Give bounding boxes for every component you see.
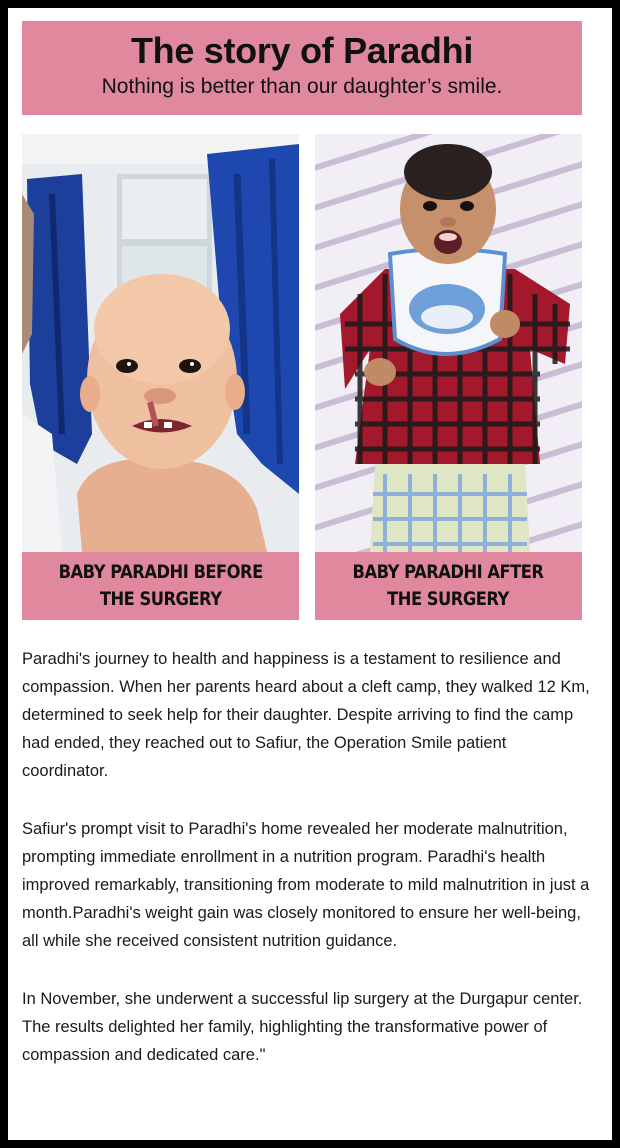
page-title: The story of Paradhi — [130, 30, 474, 71]
before-surgery-caption: BABY PARADHI BEFORE THE SURGERY — [22, 552, 299, 620]
after-surgery-caption: BABY PARADHI AFTER THE SURGERY — [315, 552, 582, 620]
title-banner — [22, 21, 582, 115]
story-paragraph-2: Safiur's prompt visit to Paradhi's home revealed her moderate malnutrition, prompting immediate enrollment in a nutrition program. Paradhi's health improved remarkably, transitioning from moderate to mild malnutrition in just a month.Paradhi's weight gain was closely monitored to ensure her well-being, all while she received consistent nutrition guidance. — [22, 820, 590, 950]
before-surgery-photo — [22, 134, 299, 552]
page-subtitle: Nothing is better than our daughter’s smile. — [101, 75, 503, 98]
story-paragraph-3: In November, she underwent a successful lip surgery at the Durgapur center. The results delighted her family, highlighting the transformative power of compassion and dedicated care." — [22, 990, 583, 1064]
story-body — [22, 645, 592, 1099]
after-surgery-photo — [315, 134, 582, 552]
story-paragraph-1: Paradhi's journey to health and happiness is a testament to resilience and compassion. When her parents heard about a cleft camp, they walked 12 Km, determined to seek help for their daughter. Despite arriving to find the camp had ended, they reached out to Safiur, the Operation Smile patient coordinator. — [22, 650, 590, 780]
